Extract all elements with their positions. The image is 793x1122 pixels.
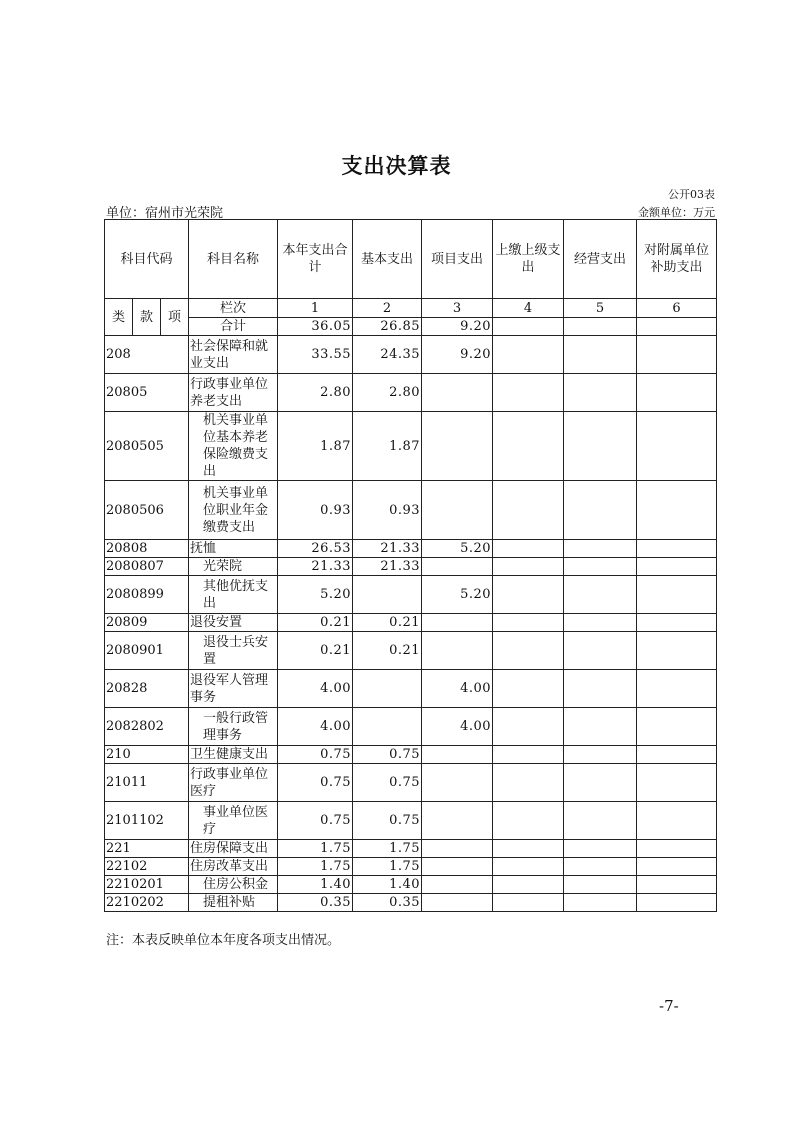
row-name: 抚恤	[189, 540, 278, 558]
row-code: 221	[105, 840, 189, 858]
row-code: 22102	[105, 858, 189, 876]
row-subsidy	[637, 802, 717, 840]
page-title: 支出决算表	[341, 153, 452, 178]
row-name: 退役安置	[189, 614, 278, 632]
row-basic: 0.21	[353, 614, 422, 632]
row-total: 5.20	[278, 576, 353, 614]
expenditure-table	[104, 219, 717, 912]
row-project	[422, 614, 493, 632]
row-business	[564, 746, 637, 764]
row-total: 1.75	[278, 840, 353, 858]
row-name: 机关事业单位职业年金缴费支出	[189, 481, 278, 540]
row-upper	[493, 412, 564, 481]
col-6: 6	[637, 299, 717, 318]
header-code: 科目代码	[105, 220, 189, 299]
row-name: 退役军人管理事务	[189, 670, 278, 708]
row-subsidy	[637, 576, 717, 614]
row-business	[564, 708, 637, 746]
row-subsidy	[637, 540, 717, 558]
row-basic: 1.75	[353, 840, 422, 858]
row-name: 提租补贴	[189, 894, 278, 912]
row-basic: 0.75	[353, 802, 422, 840]
row-upper	[493, 540, 564, 558]
row-basic: 24.35	[353, 336, 422, 374]
table-row	[105, 412, 717, 481]
row-subsidy	[637, 876, 717, 894]
row-upper	[493, 670, 564, 708]
row-total: 1.87	[278, 412, 353, 481]
row-code: 2101102	[105, 802, 189, 840]
header-xiang: 项	[161, 299, 189, 336]
row-code: 2080505	[105, 412, 189, 481]
row-project	[422, 558, 493, 576]
row-project: 5.20	[422, 540, 493, 558]
row-project	[422, 764, 493, 802]
table-row	[105, 876, 717, 894]
row-name: 光荣院	[189, 558, 278, 576]
row-total: 33.55	[278, 336, 353, 374]
table-row	[105, 764, 717, 802]
row-project	[422, 876, 493, 894]
row-code: 20828	[105, 670, 189, 708]
row-business	[564, 576, 637, 614]
table-row	[105, 558, 717, 576]
row-upper	[493, 802, 564, 840]
row-project: 4.00	[422, 708, 493, 746]
row-upper	[493, 558, 564, 576]
row-name: 卫生健康支出	[189, 746, 278, 764]
row-upper	[493, 576, 564, 614]
row-name: 其他优抚支出	[189, 576, 278, 614]
row-project	[422, 746, 493, 764]
table-row	[105, 670, 717, 708]
row-upper	[493, 708, 564, 746]
row-basic: 2.80	[353, 374, 422, 412]
row-upper	[493, 336, 564, 374]
row-name: 社会保障和就业支出	[189, 336, 278, 374]
sum-row	[105, 318, 717, 336]
page-number: -7-	[659, 997, 679, 1015]
row-business	[564, 540, 637, 558]
table-row	[105, 374, 717, 412]
row-subsidy	[637, 374, 717, 412]
row-code: 20805	[105, 374, 189, 412]
table-row	[105, 632, 717, 670]
row-subsidy	[637, 894, 717, 912]
row-total: 4.00	[278, 708, 353, 746]
row-upper	[493, 632, 564, 670]
row-total: 21.33	[278, 558, 353, 576]
row-basic: 1.75	[353, 858, 422, 876]
row-subsidy	[637, 558, 717, 576]
row-upper	[493, 840, 564, 858]
row-code: 208	[105, 336, 189, 374]
row-total: 0.75	[278, 802, 353, 840]
row-code: 2080506	[105, 481, 189, 540]
row-name: 一般行政管理事务	[189, 708, 278, 746]
row-business	[564, 764, 637, 802]
row-name: 住房保障支出	[189, 840, 278, 858]
row-upper	[493, 746, 564, 764]
row-upper	[493, 764, 564, 802]
row-code: 20809	[105, 614, 189, 632]
row-business	[564, 374, 637, 412]
row-code: 2210201	[105, 876, 189, 894]
row-project	[422, 632, 493, 670]
row-code: 210	[105, 746, 189, 764]
row-subsidy	[637, 412, 717, 481]
row-total: 0.75	[278, 764, 353, 802]
row-basic: 1.40	[353, 876, 422, 894]
col-label: 栏次	[189, 299, 278, 318]
table-row	[105, 746, 717, 764]
col-5: 5	[564, 299, 637, 318]
row-business	[564, 802, 637, 840]
row-subsidy	[637, 336, 717, 374]
row-basic: 21.33	[353, 540, 422, 558]
col-1: 1	[278, 299, 353, 318]
row-business	[564, 614, 637, 632]
row-total: 2.80	[278, 374, 353, 412]
form-number: 公开03表	[668, 188, 715, 201]
row-total: 26.53	[278, 540, 353, 558]
row-basic: 1.87	[353, 412, 422, 481]
row-business	[564, 632, 637, 670]
row-total: 1.75	[278, 858, 353, 876]
row-subsidy	[637, 840, 717, 858]
row-name: 事业单位医疗	[189, 802, 278, 840]
row-code: 2082802	[105, 708, 189, 746]
row-project	[422, 894, 493, 912]
row-name: 住房公积金	[189, 876, 278, 894]
row-project: 9.20	[422, 336, 493, 374]
row-upper	[493, 481, 564, 540]
row-upper	[493, 876, 564, 894]
sum-project: 9.20	[422, 318, 493, 336]
column-number-row	[105, 299, 717, 318]
row-subsidy	[637, 764, 717, 802]
row-business	[564, 894, 637, 912]
header-subsidy: 对附属单位补助支出	[637, 220, 717, 299]
row-subsidy	[637, 481, 717, 540]
header-basic: 基本支出	[353, 220, 422, 299]
col-3: 3	[422, 299, 493, 318]
row-name: 退役士兵安置	[189, 632, 278, 670]
money-unit-label: 金额单位：万元	[638, 206, 715, 219]
row-business	[564, 858, 637, 876]
row-subsidy	[637, 708, 717, 746]
row-project	[422, 374, 493, 412]
header-lei: 类	[105, 299, 133, 336]
table-row	[105, 708, 717, 746]
row-basic	[353, 670, 422, 708]
sum-total: 36.05	[278, 318, 353, 336]
header-total: 本年支出合计	[278, 220, 353, 299]
row-total: 0.35	[278, 894, 353, 912]
row-business	[564, 840, 637, 858]
row-code: 2080807	[105, 558, 189, 576]
row-subsidy	[637, 632, 717, 670]
row-total: 0.75	[278, 746, 353, 764]
row-project: 5.20	[422, 576, 493, 614]
row-project	[422, 858, 493, 876]
col-4: 4	[493, 299, 564, 318]
row-name: 行政事业单位医疗	[189, 764, 278, 802]
row-business	[564, 481, 637, 540]
table-row	[105, 540, 717, 558]
col-2: 2	[353, 299, 422, 318]
row-name: 住房改革支出	[189, 858, 278, 876]
row-upper	[493, 894, 564, 912]
table-row	[105, 614, 717, 632]
header-kuan: 款	[133, 299, 161, 336]
table-row	[105, 840, 717, 858]
row-basic: 21.33	[353, 558, 422, 576]
row-total: 4.00	[278, 670, 353, 708]
header-name: 科目名称	[189, 220, 278, 299]
table-row	[105, 576, 717, 614]
row-project: 4.00	[422, 670, 493, 708]
row-code: 21011	[105, 764, 189, 802]
header-project: 项目支出	[422, 220, 493, 299]
row-project	[422, 802, 493, 840]
table-row	[105, 894, 717, 912]
row-subsidy	[637, 746, 717, 764]
row-total: 1.40	[278, 876, 353, 894]
row-code: 20808	[105, 540, 189, 558]
header-row	[105, 220, 717, 299]
row-basic	[353, 708, 422, 746]
row-total: 0.93	[278, 481, 353, 540]
row-subsidy	[637, 614, 717, 632]
row-upper	[493, 858, 564, 876]
row-total: 0.21	[278, 614, 353, 632]
row-upper	[493, 614, 564, 632]
row-project	[422, 840, 493, 858]
row-code: 2080901	[105, 632, 189, 670]
row-project	[422, 412, 493, 481]
row-code: 2080899	[105, 576, 189, 614]
row-business	[564, 876, 637, 894]
row-business	[564, 670, 637, 708]
row-business	[564, 412, 637, 481]
row-business	[564, 558, 637, 576]
table-row	[105, 858, 717, 876]
row-basic: 0.35	[353, 894, 422, 912]
row-project	[422, 481, 493, 540]
row-basic: 0.21	[353, 632, 422, 670]
header-business: 经营支出	[564, 220, 637, 299]
sum-label: 合计	[189, 318, 278, 336]
table-row	[105, 481, 717, 540]
row-basic: 0.75	[353, 764, 422, 802]
table-row	[105, 336, 717, 374]
row-name: 机关事业单位基本养老保险缴费支出	[189, 412, 278, 481]
row-basic: 0.93	[353, 481, 422, 540]
footnote: 注：本表反映单位本年度各项支出情况。	[106, 933, 341, 948]
row-business	[564, 336, 637, 374]
row-upper	[493, 374, 564, 412]
row-code: 2210202	[105, 894, 189, 912]
row-basic	[353, 576, 422, 614]
sum-basic: 26.85	[353, 318, 422, 336]
unit-label: 单位：宿州市光荣院	[106, 206, 224, 221]
row-subsidy	[637, 670, 717, 708]
row-name: 行政事业单位养老支出	[189, 374, 278, 412]
table-row	[105, 802, 717, 840]
row-subsidy	[637, 858, 717, 876]
header-upper: 上缴上级支出	[493, 220, 564, 299]
row-basic: 0.75	[353, 746, 422, 764]
row-total: 0.21	[278, 632, 353, 670]
